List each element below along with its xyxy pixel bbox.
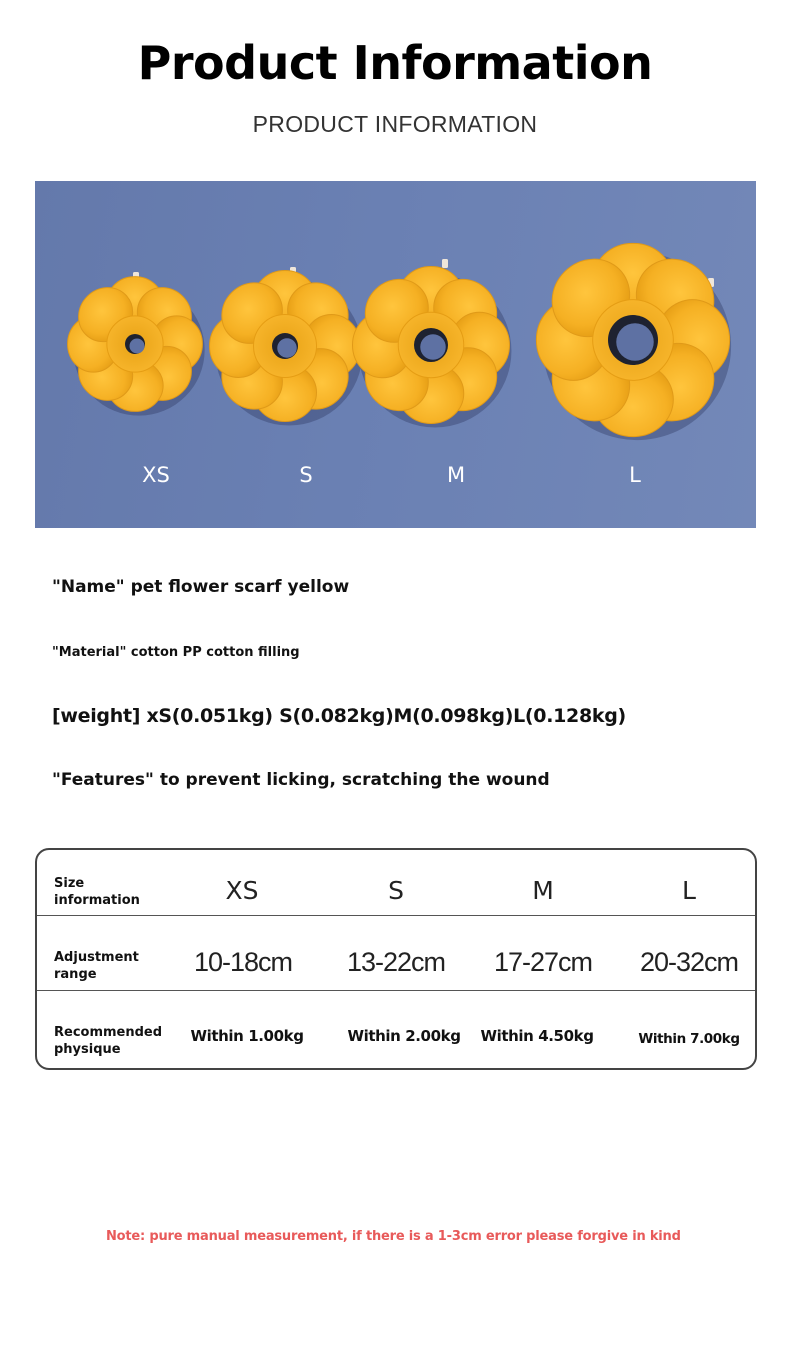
flower-collar-xs [67,272,204,416]
table-cell: L [682,876,696,905]
table-cell: 17-27cm [493,947,593,977]
spec-features: "Features" to prevent licking, scratching the wound [52,770,550,790]
table-cell: Within 7.00kg [638,1031,740,1047]
flower-collar-m [352,259,511,427]
size-label-xs: XS [142,463,170,487]
row-header: Size information [54,876,140,908]
size-label-s: S [299,463,313,487]
product-photo [35,181,756,528]
size-label-l: L [629,463,641,487]
table-cell: Within 1.00kg [190,1027,304,1045]
spec-weight: [weight] xS(0.051kg) S(0.082kg)M(0.098kg)L(0.128kg) [52,705,626,727]
spec-material: "Material" cotton PP cotton filling [52,645,300,660]
measurement-note: Note: pure manual measurement, if there is a 1-3cm error please forgive in kind [106,1229,681,1244]
size-table [35,848,757,1070]
flower-collar-s [209,267,362,426]
table-cell: Within 4.50kg [480,1027,594,1045]
row-header: Adjustment range [54,950,139,982]
row-header: Recommended physique [54,1025,163,1057]
table-cell: M [532,876,554,905]
table-cell: XS [225,876,259,905]
flower-collar-l [536,243,731,440]
table-row-size [37,850,755,916]
table-row-adjustment [37,916,755,991]
table-row-physique [37,991,755,1068]
table-cell: Within 2.00kg [347,1027,461,1045]
table-cell: S [388,876,404,905]
table-cell: 13-22cm [346,947,446,977]
spec-name: "Name" pet flower scarf yellow [52,577,350,597]
page-subtitle: PRODUCT INFORMATION [252,111,538,137]
page-title: Product Information [137,36,653,90]
size-label-m: M [446,463,466,487]
table-cell: 20-32cm [639,947,739,977]
table-cell: 10-18cm [193,947,293,977]
